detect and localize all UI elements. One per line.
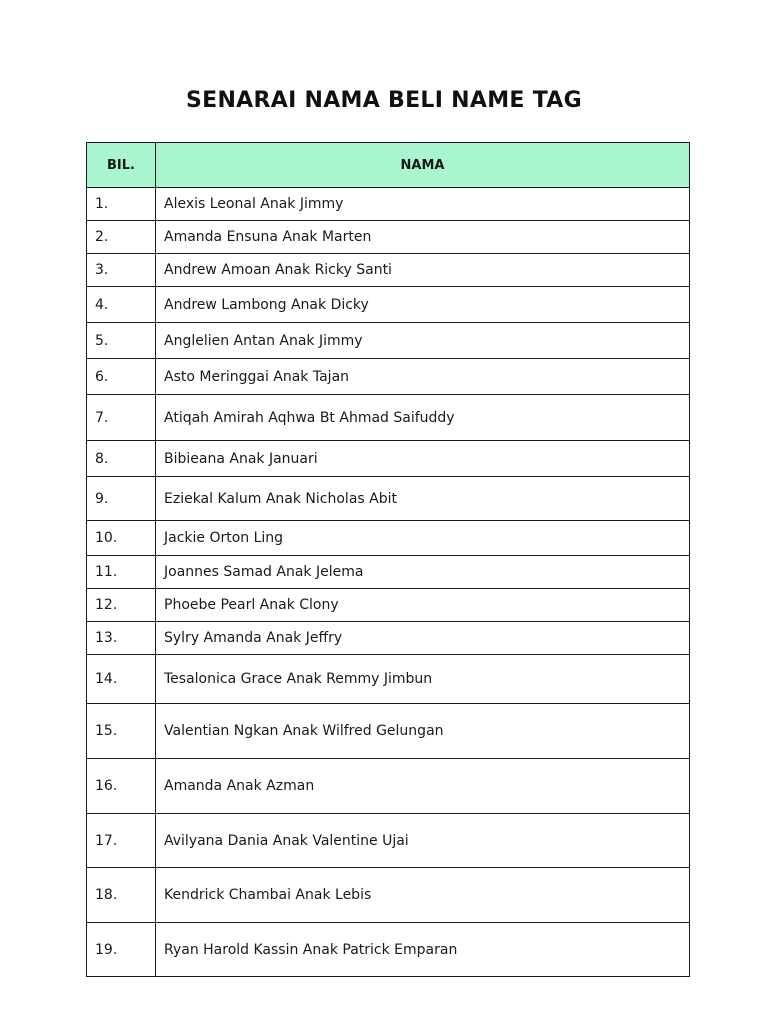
table-row	[87, 395, 690, 441]
row-name: Ryan Harold Kassin Anak Patrick Emparan	[156, 923, 690, 977]
row-number: 19.	[87, 923, 156, 977]
row-name: Anglelien Antan Anak Jimmy	[156, 323, 690, 359]
row-name: Amanda Anak Azman	[156, 759, 690, 814]
row-name: Eziekal Kalum Anak Nicholas Abit	[156, 477, 690, 521]
table-row	[87, 477, 690, 521]
row-number: 11.	[87, 556, 156, 589]
table-row	[87, 589, 690, 622]
table-row	[87, 521, 690, 556]
row-number: 12.	[87, 589, 156, 622]
table-row	[87, 923, 690, 977]
row-number: 10.	[87, 521, 156, 556]
table-row	[87, 704, 690, 759]
table-row	[87, 868, 690, 923]
column-header-bil: BIL.	[87, 143, 156, 188]
row-number: 5.	[87, 323, 156, 359]
row-name: Avilyana Dania Anak Valentine Ujai	[156, 814, 690, 868]
row-number: 6.	[87, 359, 156, 395]
table-row	[87, 759, 690, 814]
row-number: 2.	[87, 221, 156, 254]
row-name: Tesalonica Grace Anak Remmy Jimbun	[156, 655, 690, 704]
row-name: Valentian Ngkan Anak Wilfred Gelungan	[156, 704, 690, 759]
table-row	[87, 221, 690, 254]
row-name: Bibieana Anak Januari	[156, 441, 690, 477]
row-number: 4.	[87, 287, 156, 323]
row-number: 1.	[87, 188, 156, 221]
row-name: Sylry Amanda Anak Jeffry	[156, 622, 690, 655]
page-title: SENARAI NAMA BELI NAME TAG	[185, 88, 582, 113]
column-header-nama: NAMA	[156, 143, 690, 188]
name-list-table	[86, 142, 690, 977]
row-name: Andrew Lambong Anak Dicky	[156, 287, 690, 323]
row-number: 14.	[87, 655, 156, 704]
row-number: 3.	[87, 254, 156, 287]
row-name: Asto Meringgai Anak Tajan	[156, 359, 690, 395]
table-row	[87, 814, 690, 868]
table-row	[87, 655, 690, 704]
row-name: Joannes Samad Anak Jelema	[156, 556, 690, 589]
table-row	[87, 441, 690, 477]
row-name: Alexis Leonal Anak Jimmy	[156, 188, 690, 221]
row-name: Amanda Ensuna Anak Marten	[156, 221, 690, 254]
row-number: 13.	[87, 622, 156, 655]
table-row	[87, 359, 690, 395]
row-name: Jackie Orton Ling	[156, 521, 690, 556]
row-name: Andrew Amoan Anak Ricky Santi	[156, 254, 690, 287]
table-row	[87, 254, 690, 287]
table-header-row	[87, 143, 690, 188]
row-number: 7.	[87, 395, 156, 441]
row-number: 15.	[87, 704, 156, 759]
table-row	[87, 188, 690, 221]
row-number: 17.	[87, 814, 156, 868]
table-row	[87, 323, 690, 359]
row-name: Atiqah Amirah Aqhwa Bt Ahmad Saifuddy	[156, 395, 690, 441]
row-number: 16.	[87, 759, 156, 814]
table-row	[87, 287, 690, 323]
row-number: 18.	[87, 868, 156, 923]
row-name: Phoebe Pearl Anak Clony	[156, 589, 690, 622]
table-row	[87, 622, 690, 655]
row-name: Kendrick Chambai Anak Lebis	[156, 868, 690, 923]
row-number: 9.	[87, 477, 156, 521]
row-number: 8.	[87, 441, 156, 477]
table-row	[87, 556, 690, 589]
